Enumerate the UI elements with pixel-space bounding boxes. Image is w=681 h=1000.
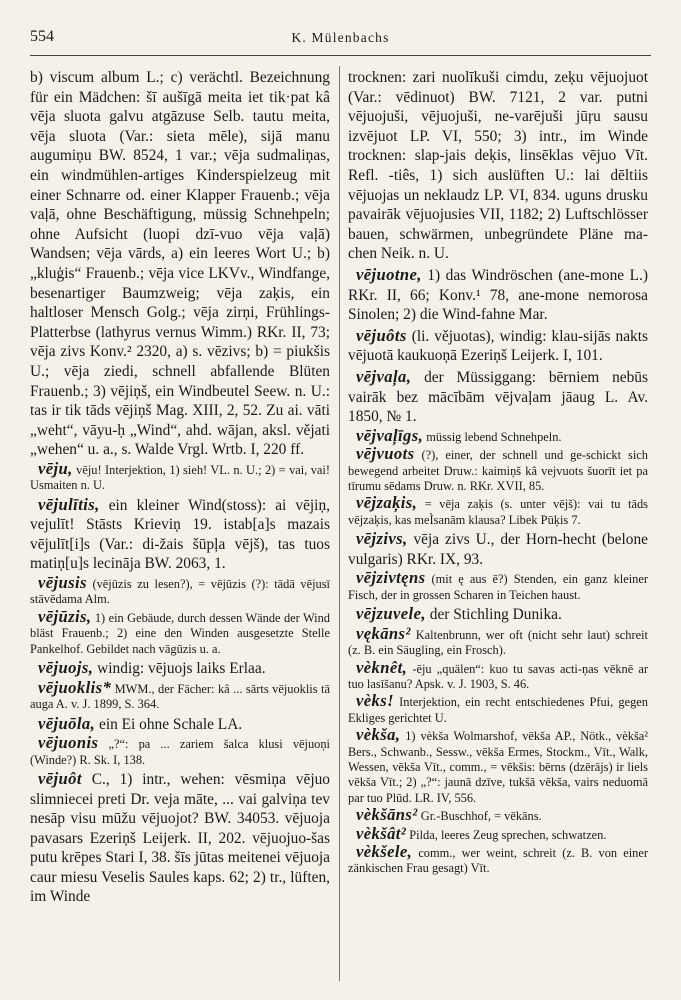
dictionary-entry <box>30 769 330 907</box>
entry-text: ein Ei ohne Schale LA. <box>98 715 243 733</box>
entry-text: müssig lebend Schnehpeln. <box>426 429 562 444</box>
entry-headword: vējzivtęns <box>356 568 426 588</box>
dictionary-entry <box>30 575 330 608</box>
dictionary-entry <box>348 604 648 625</box>
entry-headword: vējuonis <box>38 733 99 753</box>
entry-headword: vējuoklis* <box>38 677 112 697</box>
entry-headword: vējūzis, <box>38 606 92 626</box>
entry-text: (?), einer, der schnell und ge-schickt sich bewegend arbeitet Druw.: kaimiņš kâ vejvuots šuorīt iet pa tīrumu sēdams Druw. n. RKr. XVII, 85. <box>348 448 648 493</box>
entry-text: MWM., der Fächer: kâ ... sārts vējuoklis tā auga A. v. J. 1899, S. 364. <box>30 681 330 712</box>
entry-text: windig: vējuojs laiks Erlaa. <box>97 660 266 678</box>
entry-headword: vējulītis, <box>38 494 100 514</box>
entry-text: ein kleiner Wind(stoss): ai vējiņ, vejulīt! Stāsts Krieviņ 19. istab[a]s mazais vējulīt[i]s (Var.: di-žais šūpļa vējš), tas tuos matiņ[u]s lecināja BW. 2063, 1. <box>30 496 330 573</box>
dictionary-entry <box>348 425 648 445</box>
dictionary-entry <box>348 446 648 494</box>
entry-headword: vējusis <box>38 573 87 593</box>
entry-text: comm., wer weint, schreit (z. B. von einer zänkischen Frau gesagt) Vīt. <box>348 846 648 876</box>
entry-headword: vējuotne, <box>356 264 422 284</box>
entry-headword: vękāns² <box>356 623 411 643</box>
right-column <box>348 68 648 878</box>
entry-text: Pilda, leeres Zeug sprechen, schwatzen. <box>409 827 607 842</box>
entry-text: -ēju „quälen“: kuo tu savas acti-ņas vēknē ar tuo lasīšanu? Apsk. v. J. 1903, S. 46. <box>348 661 648 691</box>
entry-text: (vējūzis zu lesen?), = vējūzis (?): tādā vējusī stāvēdama Alm. <box>30 577 330 607</box>
left-column <box>30 68 330 908</box>
dictionary-entry <box>348 657 648 693</box>
dictionary-entry <box>30 495 330 574</box>
entry-text: vēju! Interjektion, 1) sieh! VL. n. U.; 2) = vai, vai! Usmaiten n. U. <box>30 462 330 493</box>
entry-headword: vèks! <box>356 691 394 711</box>
entry-headword: vējvaļīgs, <box>356 425 424 445</box>
entry-text: vēja zivs U., der Horn-hecht (belone vulgaris) RKr. IX, 93. <box>348 531 648 568</box>
entry-text: „?“: pa ... zariem šalca klusi vējuoņi (Winde?) R. Sk. I, 138. <box>30 737 330 767</box>
entry-headword: vējuojs, <box>38 658 94 678</box>
entry-headword: vèkša, <box>356 725 401 745</box>
entry-text: (li. vějuotas), windig: klau-sijās nakts vējuotā kaukuoņā Ezeriņš Leijerk. I, 101. <box>348 327 648 365</box>
entry-headword: vējuôt <box>38 768 82 788</box>
entry-text: der Stichling Dunika. <box>429 606 562 624</box>
column-divider <box>339 66 340 981</box>
entry-text: trocknen: zari nuolīkuši cimdu, zeķu vējuojuot (Var.: vēdinuot) BW. 7121, 2 var. putni vējuojuši, vējuojuši, ne-varējuši jūŗu sausu izvējuot LP. VI, 550; 3) intr., im Winde trocknen: slap-jais deķis, linsēklas vējuo Vīt. Refl. -tiês, 1) sich auslüften U.: lai dēltiis vējuojas un neklaudz LP. VI, 834. uguns drusku pavairāk vējuojusies VII, 1182; 2) Luftschlösser bauen, schwärmen, unbegründete Pläne ma-chen Neik. n. U. <box>348 69 648 263</box>
dictionary-entry <box>30 677 330 713</box>
entry-text: C., 1) intr., wehen: vēsmiņa vējuo slimniecei preti Dr. veja māte, ... vai galviņa tev nesāp visu mūžu vējuojot? BW. 34053. vējuoja pavasars Ezeriņš Leijerk. II, 202. vējuojuo-šas putu krēpes Stari I, 38. šīs jūtas meitenei vējuoja caur miesu Veselis Saules kaps. 62; 2) tr., lüften, im Winde <box>30 770 330 906</box>
dictionary-entry <box>348 570 648 603</box>
dictionary-entry <box>348 844 648 877</box>
dictionary-entry <box>30 68 330 460</box>
entry-headword: vējvaļa, <box>356 366 412 386</box>
dictionary-entry <box>30 735 330 768</box>
header-rule <box>30 55 651 56</box>
entry-headword: vèkšele, <box>356 842 413 861</box>
dictionary-entry <box>30 606 330 657</box>
entry-text: b) viscum album L.; c) verächtl. Bezeichnung für ein Mädchen: šī aušīgā meita iet tik·pat kâ vēja sluota galvu atgāzuse Selb. tautu meita, vēja sluota (Var.: sieta mēle), sijā manu augumiņu BW. 8524, 1 var.; vēja sudmaliņas, ein windmühlen-artiges Kinderspielzeug mit einer Schnarre od. einer Klapper Frauenb.; vēja vaļā, ohne Beschäftigung, müssig Schnehpeln; ohne Aufsicht (luopi dzī-vuo vēja vaļā) Wandsen; vēja vārds, a) ein leeres Wort U.; b) „kluģis“ Frauenb.; vēja vice LKVv., Windfange, besenartiger Baumzweig; vēja zaķis, ein haltloser Mensch Golg.; vēja zirņi, Frühlings-Platterbse (lathyrus vernus Wimm.) RKr. II, 73; vēja zivs Konv.² 2320, a) s. vēzivs; b) = piukšis U.; vēja ziedi, schnell abfallende Blüten Frauenb.; 3) vējiņš, ein Windbeutel Seew. n. U.: tas ir tik tāds vējiņš Mag. XIII, 2, 52. Zu ai. vāti „weht“, vāyu-ḥ „Wind“, ahd. wājan, aksl. vějati „wehen“ u. a., s. Walde Vrgl. Wrtb. I, 220 ff. <box>30 69 330 459</box>
dictionary-entry <box>30 714 330 735</box>
dictionary-entry <box>348 265 648 325</box>
entry-headword: vèknêt, <box>356 657 408 677</box>
dictionary-entry <box>348 727 648 806</box>
page-number: 554 <box>30 28 54 45</box>
dictionary-entry <box>348 693 648 726</box>
entry-text: (mit ę aus ē?) Stenden, ein ganz kleiner Fisch, der in grossen Scharen in Teichen haust. <box>348 572 648 602</box>
entry-headword: vējzivs, <box>356 529 408 549</box>
dictionary-entry <box>348 807 648 824</box>
entry-text: 1) das Windröschen (ane-mone L.) RKr. II, 66; Konv.¹ 78, ane-mone nemorosa Sinolen; 2) die Wind-fahne Mar. <box>348 266 648 324</box>
dictionary-entry <box>348 495 648 528</box>
entry-text: Gr.-Buschhof, = vēkāns. <box>420 809 542 824</box>
dictionary-entry <box>348 623 648 659</box>
entry-headword: vēju, <box>38 458 73 478</box>
entry-headword: vèkšāns² <box>356 805 418 825</box>
dictionary-entry <box>348 823 648 843</box>
entry-headword: vējuōla, <box>38 713 96 733</box>
entry-text: = vēja zaķis (s. unter vējš): vai tu tāds vējzaķis, kas meÌsanām klausa? Libek Pūķis 7. <box>348 497 648 527</box>
running-head: K. Mülenbachs <box>291 30 390 45</box>
entry-text: 1) vèkša Wolmarshof, vēkša AP., Nötk., vèkša² Bers., Schwanb., Sessw., vēkša Ermes, Stockm., Vīt., Walk, Wessen, vēkša Vīt., comm., = vēkšis: bērns (dzērājs) ir liels vēkša Vīt.; 2) „?“: jaunā dzīve, tukšā vēkša, vairs neduomā par tuo Plūd. LR. IV, 556. <box>348 729 648 805</box>
page-header <box>30 28 651 54</box>
entry-headword: vējzuvele, <box>356 604 426 624</box>
entry-headword: vējuôts <box>356 325 407 345</box>
dictionary-entry <box>30 658 330 679</box>
entry-headword: vējvuots <box>356 444 415 464</box>
dictionary-entry <box>348 529 648 569</box>
entry-text: Kaltenbrunn, wer oft (nicht sehr laut) schreit (z. B. ein Säugling, ein Frosch). <box>348 627 648 658</box>
entry-text: 1) ein Gebäude, durch dessen Wände der Wind bläst Frauenb.; 2) eine den Winden ausgesetzte Stelle Pankelhof. Gebildet nach vāgūzis u. a. <box>30 610 330 656</box>
entry-headword: vèkšât² <box>356 823 407 843</box>
dictionary-entry <box>30 458 330 494</box>
dictionary-entry <box>348 326 648 366</box>
entry-headword: vējzaķis, <box>356 493 418 513</box>
dictionary-entry <box>348 367 648 427</box>
entry-text: der Müssiggang: bērniem nebūs vairāk bez mācībām vējvaļam jāaug L. Av. 1850, № 1. <box>348 368 648 426</box>
dictionary-entry <box>348 68 648 264</box>
entry-text: Interjektion, ein recht entschiedenes Pfui, gegen Ekliges gerichtet U. <box>348 695 648 725</box>
